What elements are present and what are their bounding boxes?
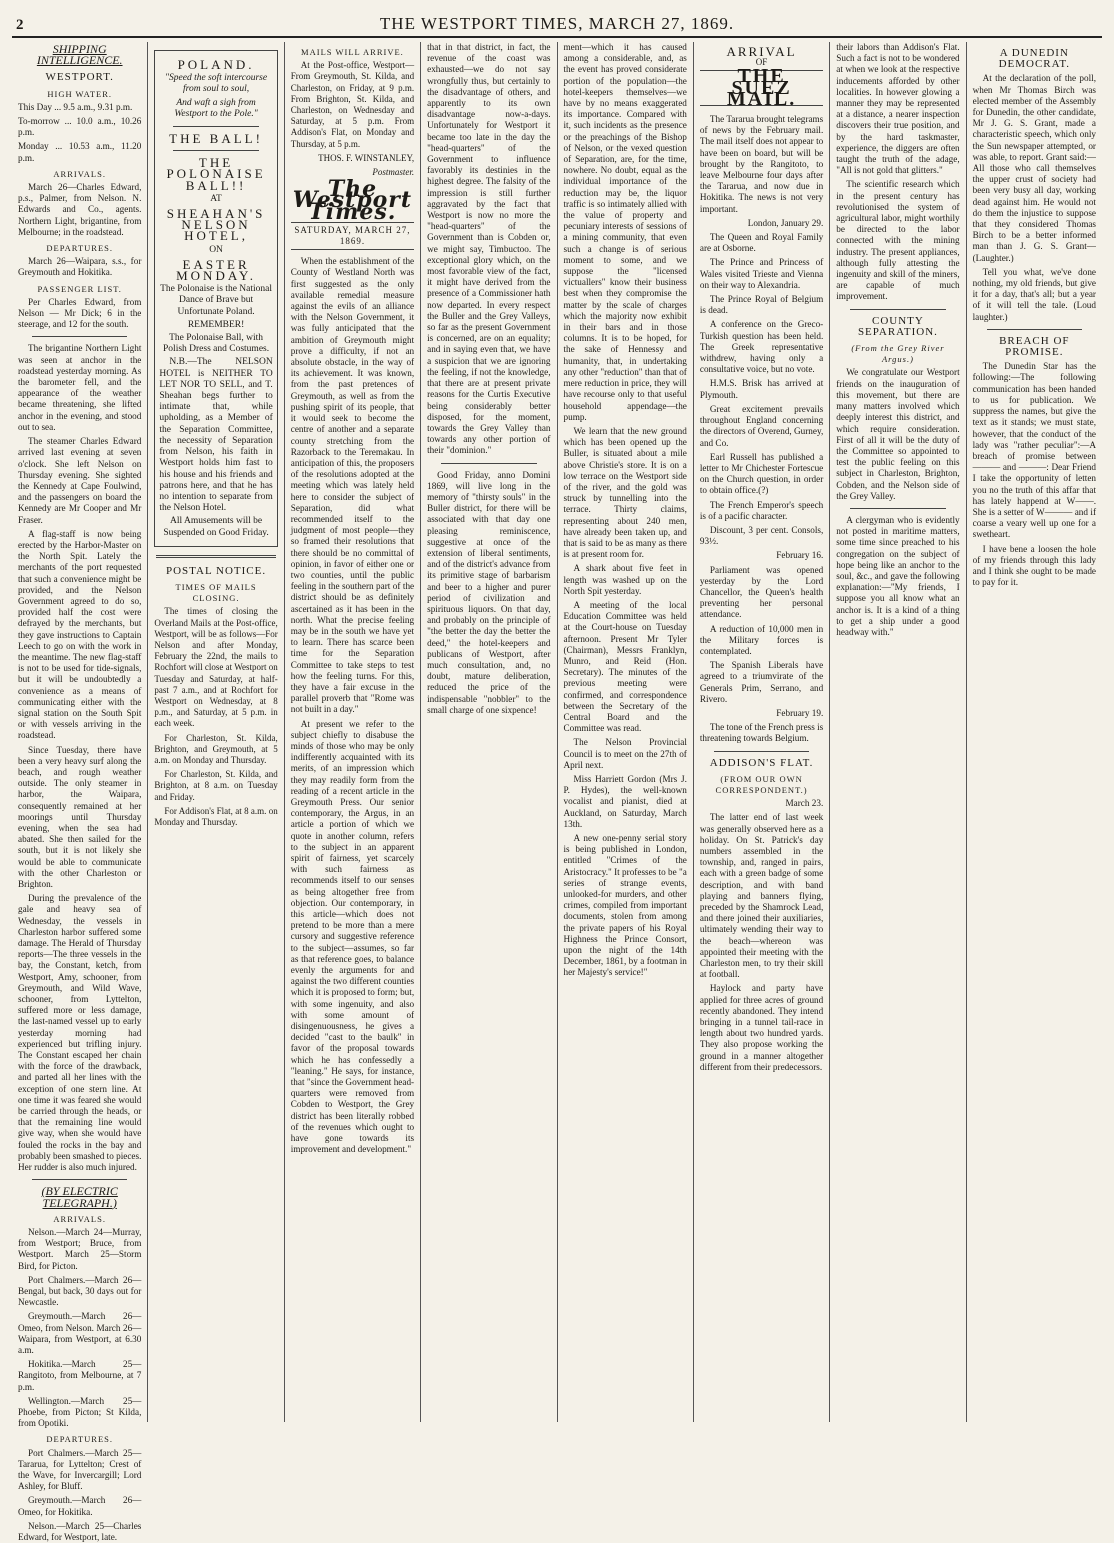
page-number: 2 [16,17,24,33]
anchor-anecdote: A clergyman who is evidently not posted in maritime matters, some time since preached to his congregation on the subject of hope being like an anchor to the soul, &c., and gave the following explanation:—"My friends, I suppose you all know what an anchor is. It is a kind of a thing to get a ship under a good headway with." [836,514,960,637]
suez-paragraph: The Prince Royal of Belgium is dead. [699,294,824,316]
shipping-paragraph: Since Tuesday, there have been a very heavy surf along the beach, and rough weather outside. The only steamer in harbor, the Waipara, consequently remained at her moorings until Thursday evening, when the sea had abated. She then sailed for the south, but it is not likely she would be able to communicate with the other Charleston or Brighton. [18,744,142,890]
telegraph-arrival: Nelson.—March 24—Murray, from Westport; Bruce, from Westport. March 25—Storm Bird, for Picton. [18,1226,142,1271]
divider [850,309,945,310]
telegraph-departures-heading: DEPARTURES. [46,1434,113,1445]
divider [987,329,1082,330]
local-news-paragraph: ment—which it has caused among a considerable, and, as the event has proved considerate portion of the population—the hotel-keepers themselves—we have by no means exaggerated its importance. Compared with it, such incidents as the presence or the preachings of the Bishop of Nelson, or the vexed question of Separation, are, for the time, nowhere. No doubt, equal as the individual importance of the reduction may be, the liquor traffic is so intimately allied with the value of property and pecuniary interests of sessions of a mining community, that even such a change is of serious moment to some, and we suppose the "licensed victuallers" know their business best when they compromise the matter by the scale of charges which the majority now exhibit in their bars and in those columns. It is to be hoped, for the sake of Hennessy and humanity, that, in undertaking any other "reduction" than that of mere reduction in price, they will have recourse only to that useful household appendage—the pump. [563,42,687,422]
postal-item: For Charleston, St. Kilda, and Brighton, at 8 a.m. on Tuesday and Friday. [154,769,278,802]
addison-continued: The scientific research which in the present century has revolutionised the system of agricultural labor, might worthily be directed to the labor connected with the mining industry. The present appliances, although fully attesting the ingenuity and skill of the miners, are capable of much improvement. [836,179,960,302]
newspaper-title: THE WESTPORT TIMES, MARCH 27, 1869. [379,14,735,33]
postal-item: For Addison's Flat, at 8 a.m. on Monday and Thursday. [154,805,278,827]
shipping-paragraph: The brigantine Northern Light was seen at anchor in the roadstead yesterday morning. As the barometer fell, and the appearance of the weather became threatening, she lifted anchor in the evening, and stood out to sea. [18,343,142,432]
suez-paragraph: A conference on the Greco-Turkish question has been held. The Greek representative withdrew, having only a consultative voice, but no vote. [699,319,824,375]
suez-paragraph: Discount, 3 per cent. Consols, 93½. [699,524,824,547]
masthead [12,12,1102,38]
suez-paragraph: The Prince and Princess of Wales visited Trieste and Vienna on their way to Alexandria. [699,257,824,290]
suez-mail-heading [700,46,823,108]
columns [12,42,1102,1542]
remember-label: REMEMBER! [187,319,245,330]
mails-arrive-body: At the Post-office, Westport—From Greymouth, St. Kilda, and Charleston, on Friday, at 9 p.m. From Brighton, St. Kilda, and Charleston, on Wednesday and Saturday, at 5 p.m. From Addison's Flat, on Monday and Thursday, at 5 p.m. [290,60,415,149]
poland-verse: "Speed the soft intercourse from soul to soul, [165,73,268,95]
column-6 [694,42,830,1422]
telegraph-arrival: Hokitika.—March 25—Rangitoto, from Melbourne, at 7 p.m. [18,1359,142,1392]
passenger-heading: PASSENGER LIST. [37,283,122,294]
dunedin-paragraph: At the declaration of the poll, when Mr Thomas Birch was elected member of the Assembly for Dunedin, the other candidate, Mr J. G. S. Grant, made a characteristic speech, which only the Sun newspaper attempted, or was able, to report. Grant said:—All those who call themselves the upper crust of society had been very busy all day, working dead against him. He would not do them the injustice to suppose that they considered Thomas Birch to be a better informed man than J. G. S. Grant—(Laughter.) [972,73,1096,263]
divider [173,126,258,127]
local-news-paragraph: We learn that the new ground which has been opened up the Buller, is situated about a mile above Christie's store. It is on a low terrace on the Westport side of the river, and the gold was struck by tunnelling into the terrace. Thirty claims, representing about 240 men, have already been taken up, and that is said to be as many as there is at present room for. [563,425,687,560]
suez-paragraph: The French Emperor's speech is of a pacific character. [699,499,824,521]
passenger-text: Per Charles Edward, from Nelson — Mr Dick; 6 in the steerage, and 12 for the south. [18,296,142,330]
suez-paragraph: The Queen and Royal Family are at Osborne. [699,232,824,254]
addison-date: March 23. [785,798,824,809]
county-separation-heading: COUNTY SEPARATION. [857,314,938,338]
double-divider [156,555,275,558]
shipping-paragraph: The steamer Charles Edward arrived last evening at seven o'clock. She left Nelson on Thursday evening. She sighted the Kennedy at Cape Foulwind, and the passengers on board the Kennedy are Mr Cooper and Mr Fraser. [18,436,142,525]
suez-dateline: London, January 29. [747,217,824,228]
divider [32,1179,127,1180]
poland-advertisement [154,50,277,547]
ad-footer: All Amusements will be Suspended on Good Friday. [163,516,269,538]
local-news-paragraph: A meeting of the local Education Committee was held at the Court-house on Tuesday afternoon. Present Mr Tyler (Chairman), Messrs Franklyn, Munro, and Reid (Hon. Secretary). The minutes of the previous meeting were confirmed, and correspondence between the Secretary of the Central Board and the Committee was read. [563,599,687,734]
postal-subhead: TIMES OF MAILS CLOSING. [175,581,257,604]
local-news-paragraph: A shark about five feet in length was washed up on the North Spit yesterday. [563,563,687,596]
telegraph-departure: Port Chalmers.—March 25—Tararua, for Lyttelton; Crest of the Wave, for Invercargill; Lord Ashley, for Bluff. [18,1447,142,1492]
column-7 [830,42,966,1422]
shipping-port: WESTPORT. [45,71,114,84]
dance-note: The Polonaise is the National Dance of Brave but Unfortunate Poland. [160,284,272,317]
editorial-date: SATURDAY, MARCH 27, 1869. [291,222,414,250]
suez-dateline: February 19. [776,707,824,718]
column-3 [285,42,421,1422]
ball-title: THE BALL! [169,131,263,147]
breach-paragraph: The Dunedin Star has the following:—The following communication has been handed to us for publication. We suppress the names, but give the text as it stands; we must state, however, that the conduct of the lady was "rather peculiar":—A breach of promise between ——— and ———: Dear Friend I take the opportunity of letten you no the truth of this affar that has lately happend at W——. She is a setter of W——— and if coarse a veary well up one for a swetheart. [972,361,1096,540]
addison-source: (FROM OUR OWN CORRESPONDENT.) [715,773,808,795]
county-paragraph: We congratulate our Westport friends on the inauguration of this movement, but there are many matters involved which deeply interest this district, and which require consideration. First of all it will be the duty of the Committee so appointed to test the public feeling on this subject in Charleston, Brighton, Cobden, and the Nelson side of the Grey Valley. [836,367,960,501]
tide-row: To-morrow ... 10.0 a.m., 10.26 p.m. [18,116,142,138]
divider [32,336,127,337]
breach-paragraph: I have bene a loosen the hole of my friends through this lady and I think she ought to be made to pay for it. [972,543,1096,588]
shipping-paragraph: During the prevalence of the gale and heavy sea of Wednesday, the vessels in Charleston harbor suffered some damage. The Herald of Thursday reports—The three vessels in the bay, the Constant, ketch, from Westport, Amy, schooner, from Greymouth, and Wild Wave, schooner, from Lyttelton, suffered more or less damage, the last-named vessel up to early yesterday morning had experienced but trifling injury. The Constant escaped her chain with the force of the drawback, and parted all her lines with the exception of one stern line. At one time it was feared she would be carried through the heads, or that the remaining line would give way, when she would have fouled the rocks in the bay and probably been smashed to pieces. Her rudder is also much injured. [18,893,142,1173]
high-water-heading: HIGH WATER. [47,88,113,99]
nb-note: N.B.—The NELSON HOTEL is NEITHER TO LET NOR TO SELL, and T. Sheahan begs further to intimate that, while upholding, as a Member of the Separation Committee, the necessity of Separation from Nelson, his faith in Westport holds him fast to his house and his friends and patrons here, and that he has no intention to separate from the Nelson Hotel. [159,357,273,514]
dunedin-heading: A DUNEDIN DEMOCRAT. [998,47,1071,71]
poland-title: POLAND. [177,57,255,72]
suez-paragraph: The tone of the French press is threatening towards Belgium. [699,722,824,744]
editorial-paragraph: When the establishment of the County of Westland North was first suggested as the only available remedial measure against the evils of an alliance with the Nelson Government, it was fully anticipated that the ambition of Greymouth might prove a difficulty, if not an absolute obstacle, in the way of its achievement. It was known, from the past pretences of Greymouth, as well as from the pushing spirit of its people, that it would seek to become the centre of another and a separate county stretching from the Razorback to the Teremakau. In anticipation of this, the proposers of the resolutions adopted at the meeting which was lately held here to consider the subject of Separation, did what recommended itself to the judgment of most people—they so framed their resolutions that there should be no committal of opinion, in favor of either one or two counties, until the public feeling in the southern part of the district should be as definitely ascertained as it has been in the north. What the precise feeling may be in the south we have yet to learn. There has scarce been time for the Separation Committee to take steps to test how the feeling turns. For this, they have a fair excuse in the parallel proverb that "Rome was not built in a day." [290,256,415,715]
telegraph-departure: Nelson.—March 25—Charles Edward, for Westport, late. [18,1520,142,1542]
editorial-flag: The Westport Times. [292,176,413,225]
telegraph-heading: (BY ELECTRIC TELEGRAPH.) [41,1184,118,1210]
suez-paragraph: H.M.S. Brisk has arrived at Plymouth. [699,378,824,400]
telegraph-arrival: Wellington.—March 25—Phoebe, from Picton; St Kilda, from Opotiki. [18,1395,142,1429]
suez-paragraph: The Tararua brought telegrams of news by the February mail. The mail itself does not appear to have been on board, but will be brought by the Rangitoto, to leave Melbourne four days after the Tararua, and now due in Hokitika. The news is not very important. [699,114,824,214]
divider [714,751,809,752]
addison-paragraph: The latter end of last week was generally observed here as a holiday. On St. Patrick's day numbers assembled in the township, and, ranged in pairs, each with a green badge of some description, and with band playing and banners flying, preceded by the Shamrock Lead, and there joined their auxiliaries, ultimately wending their way to the beach—whereon was appointed their meeting with the Charleston men, to try their skill at football. [699,812,824,980]
column-8 [967,42,1102,1422]
addison-heading: ADDISON'S FLAT. [709,756,814,769]
easter-monday: EASTER MONDAY. [176,256,256,284]
local-news-paragraph: The Nelson Provincial Council is to meet on the 27th of April next. [563,737,687,770]
arrival-label: ARRIVAL [726,44,797,59]
column-2 [148,42,284,1422]
postal-title: POSTAL NOTICE. [166,564,267,577]
suez-paragraph: Great excitement prevails throughout England concerning the directors of Overend, Gurney, and Co. [699,403,824,448]
editorial-continued: that in that district, in fact, the revenue of the coast was exhausted—we do not say wrongfully thus, but certainly to the disadvantage of others, and apparently to its own disadvantage now-a-days. Unfortunately for Westport it became too late in the day the "head-quarters" of the Government to influence favorably its destinies in the highest degree. The falsity of the impression is still further aggravated by the fact that Westport is now no more the "head-quarters" of the Government than is Cobden or, we might say, Timbuctoo. The exceptional glory which, on the most favorable view of the fact, it might have derived from the presence of a Commissioner hath now departed. In every respect the Buller and the Grey Valleys, so far as the present Government is concerned, are on an equality; and in saying even that, we have a suspicion that we are ignoring the feeling, if not the knowledge, that there are at present private reasons for the Curtis Executive being considerably better disposed, for the moment, towards the Grey Valley than towards any other portion of their "dominion." [427,42,551,456]
tide-row: This Day ... 9.5 a.m., 9.31 p.m. [18,101,133,112]
telegraph-arrival: Port Chalmers.—March 26—Bengal, but back, 30 days out for Newcastle. [18,1274,142,1308]
suez-mail-title: THE SUEZ MAIL. [700,70,823,106]
postal-body: The times of closing the Overland Mails at the Post-office, Westport, will be as follows—For Nelson and after Monday, February the 22nd, the mails to Rochfort will close at Westport on Tuesday and Saturday, at half-past 7 a.m., and at Rochfort for Westport on Wednesday, at 8 p.m., and Saturday, at 5 p.m. in each week. [154,606,278,729]
suez-paragraph: Earl Russell has published a letter to Mr Chichester Fortescue on the Church question, in order to obtain office.(?) [699,451,824,496]
telegraph-departure: Greymouth.—March 26—Omeo, for Hokitika. [18,1495,142,1517]
addison-continued: their labors than Addison's Flat. Such a fact is not to be wondered at when we look at the respective inducements afforded by other localities. In however glowing a manner they may be represented at a distance, a nearer inspection discovers their true position, and by the hard taskmaster, experience, the diggers are often taught the truth of the adage, "All is not gold that glitters." [836,42,960,176]
postal-item: For Charleston, St. Kilda, Brighton, and Greymouth, at 5 a.m. on Monday and Thursday. [154,732,278,765]
telegraph-arrivals-heading: ARRIVALS. [53,1213,106,1224]
hotel-name: SHEAHAN'S NELSON HOTEL, [166,206,266,244]
tide-row: Monday ... 10.53 a.m., 11.20 p.m. [18,141,142,163]
mails-arrive-notice [291,47,414,178]
suez-paragraph: Parliament was opened yesterday by the Lord Chancellor, the Queen's health preventing her personal attendance. [699,564,824,620]
arrivals-text: March 26—Charles Edward, p.s., Palmer, from Nelson. N. Edwards and Co., agents. Northern Light, brigantine, from Melbourne; in the roadstead. [18,182,142,237]
ad-on: ON [209,244,223,255]
postmaster-role: Postmaster. [372,167,415,178]
column-4 [421,42,557,1422]
column-1 [12,42,148,1542]
divider [441,463,536,464]
suez-paragraph: The Spanish Liberals have agreed to a triumvirate of the Generals Prim, Serrano, and Rivero. [699,660,824,704]
county-separation-source: (From the Grey River Argus.) [851,343,945,365]
of-label: OF [755,57,768,68]
polish-dress-note: The Polonaise Ball, with Polish Dress and Costumes. [163,333,270,355]
shipping-heading: SHIPPING INTELLIGENCE. [36,42,123,68]
arrivals-heading: ARRIVALS. [53,168,106,179]
column-5 [558,42,694,1422]
divider [850,508,945,509]
dunedin-paragraph: Tell you what, we've done nothing, my old friends, but give it for a day, that's all; but a year of it will tell the tale. (Loud laughter.) [972,266,1096,322]
good-friday-paragraph: Good Friday, anno Domini 1869, will live long in the memory of "thirsty souls" in the Buller district, for there will be associated with that day one pleasing reminiscence, suggestive at once of the extension of liberal sentiments, and of the district's advance from its primitive stage of barbarism and beer to a higher and purer period of civilization and spirituous liquors. On that day, and probably on the principle of "the better the day the better the deed," the hotel-keepers and publicans of Westport, after much consultation, and, no doubt, mature deliberation, reduced the price of the indispensable "nobbler" to the small charge of one sixpence! [427,469,551,715]
postal-notice [154,566,277,828]
departures-heading: DEPARTURES. [46,243,113,254]
local-news-paragraph: A new one-penny serial story is being published in London, entitled "Crimes of the Aristocracy." It professes to be "a series of strange events, unlooked-for murders, and other crimes, compiled from important documents, stolen from among the private papers of his Royal Highness the Prince Consort, upon the night of the 14th December, 1861, by a footman in her Majesty's service!" [563,833,687,978]
editorial-paragraph: At present we refer to the subject chiefly to disabuse the minds of those who may be only indifferently acquainted with its merits, of an impression which they may readily form from the reading of a recent article in the Greymouth Press. Our senior contemporary, the Argus, in an article a portion of which we quote in another column, refers to the subject in an apparent spirit of fairness, yet scarcely with such fairness as recommends itself to our senses as being altogether free from objection. Our contemporary, in this article—which does not pretend to be more than a mere cursory and suggestive reference to the subject—assumes, so far as that reference goes, to balance evenly the arguments for and against the two different counties which it is proposed to form; but, with some ingenuity, and also with some amount of disingenuousness, he gives a decided "cast to the baulk" in favor of the proposal towards which he has confessedly a "leaning." He says, for instance, that "since the Government head-quarters were removed from Cobden to Westport, the Grey district has been literally robbed of the revenues which ought to have gone towards its improvement and development." [290,718,415,1155]
telegraph-arrival: Greymouth.—March 26—Omeo, from Nelson. March 26—Waipara, from Westport, at 6.30 a.m. [18,1311,142,1355]
ad-at: AT [210,193,222,204]
departures-text: March 26—Waipara, s.s., for Greymouth and Hokitika. [18,256,142,278]
postmaster-signature: THOS. F. WINSTANLEY, [318,152,415,163]
suez-dateline: February 16. [776,550,824,561]
mails-arrive-heading: MAILS WILL ARRIVE. [301,47,404,57]
poland-verse: And waft a sigh from Westport to the Pole." [174,97,258,119]
local-news-paragraph: Miss Harriett Gordon (Mrs J. P. Hydes), the well-known vocalist and pianist, died at Auckland, on Saturday, March 13th. [563,774,687,829]
suez-paragraph: A reduction of 10,000 men in the Military forces is contemplated. [699,623,824,656]
shipping-paragraph: A flag-staff is now being erected by the Harbor-Master on the North Spit. Lately the merchants of the port requested that such a convenience might be provided, and the Nelson Government agreed to do so, provided half the cost were defrayed by the merchants, but they gave instructions to Captain Leech to go on with the work in the meantime. The new flag-staff is not to be used for tide-signals, but it will be undoubtedly a convenience as a means of communicating either with the signal station on the South Spit or with vessels arriving in the roadstead. [18,528,142,741]
polonaise-title: THE POLONAISE BALL!! [166,155,266,193]
addison-paragraph: Haylock and party have applied for three acres of ground recently abandoned. They intend bringing in a tunnel tail-race in length about two hundred yards. They also propose working the ground in a manner altogether different from their predecessors. [699,983,824,1072]
breach-heading: BREACH OF PROMISE. [999,334,1070,359]
divider [173,150,258,151]
